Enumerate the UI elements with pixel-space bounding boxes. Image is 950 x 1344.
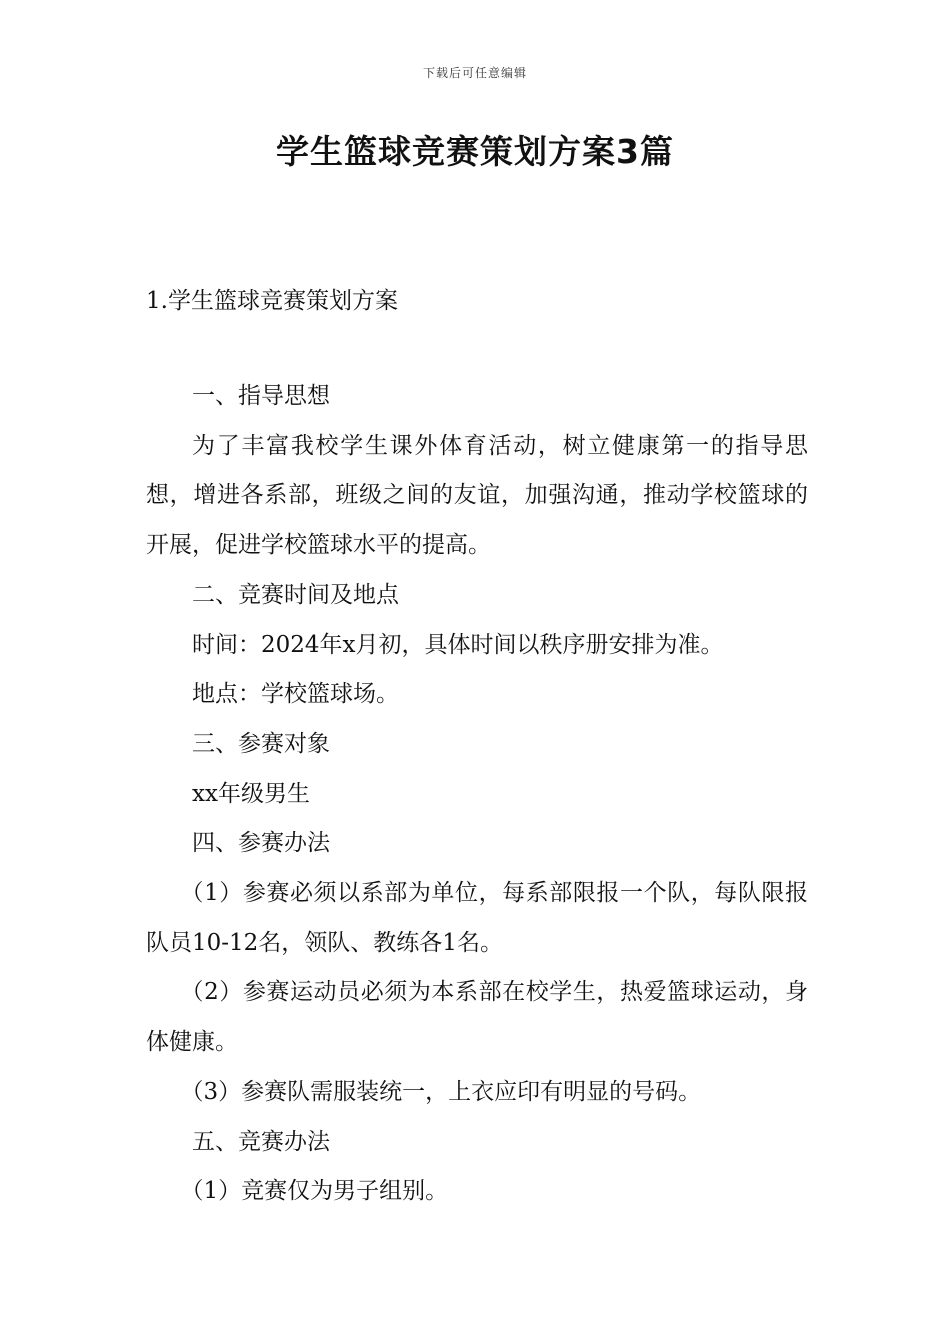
paragraph-guiding-ideology: 为了丰富我校学生课外体育活动，树立健康第一的指导思想，增进各系部，班级之间的友谊，加强沟通，推动学校篮球的开展，促进学校篮球水平的提高。: [146, 432, 808, 559]
body-text: [146, 372, 808, 1217]
paragraph-participants: xx年级男生: [192, 780, 310, 807]
header-note: 下载后可任意编辑: [422, 66, 527, 80]
heading-guiding-ideology: 一、指导思想: [192, 383, 330, 409]
paragraph-location: 地点：学校篮球场。: [192, 681, 399, 708]
paragraph-competition-rule-1: （1）竞赛仅为男子组别。: [180, 1178, 449, 1205]
heading-entry-rules: 四、参赛办法: [192, 830, 330, 857]
paragraph-entry-rule-2: （2）参赛运动员必须为本系部在校学生，热爱篮球运动，身体健康。: [146, 979, 808, 1056]
section-title: 1.学生篮球竞赛策划方案: [146, 288, 398, 314]
heading-competition-rules: 五、竞赛办法: [192, 1128, 330, 1155]
heading-time-location: 二、竞赛时间及地点: [192, 581, 399, 608]
paragraph-time: 时间：2024年x月初，具体时间以秩序册安排为准。: [192, 631, 724, 658]
paragraph-entry-rule-3: （3）参赛队需服装统一，上衣应印有明显的号码。: [180, 1078, 702, 1105]
document-title: 学生篮球竞赛策划方案3篇: [276, 132, 674, 171]
paragraph-entry-rule-1: （1）参赛必须以系部为单位，每系部限报一个队，每队限报队员10-12名，领队、教练各1名。: [146, 880, 808, 956]
heading-participants: 三、参赛对象: [192, 730, 330, 757]
